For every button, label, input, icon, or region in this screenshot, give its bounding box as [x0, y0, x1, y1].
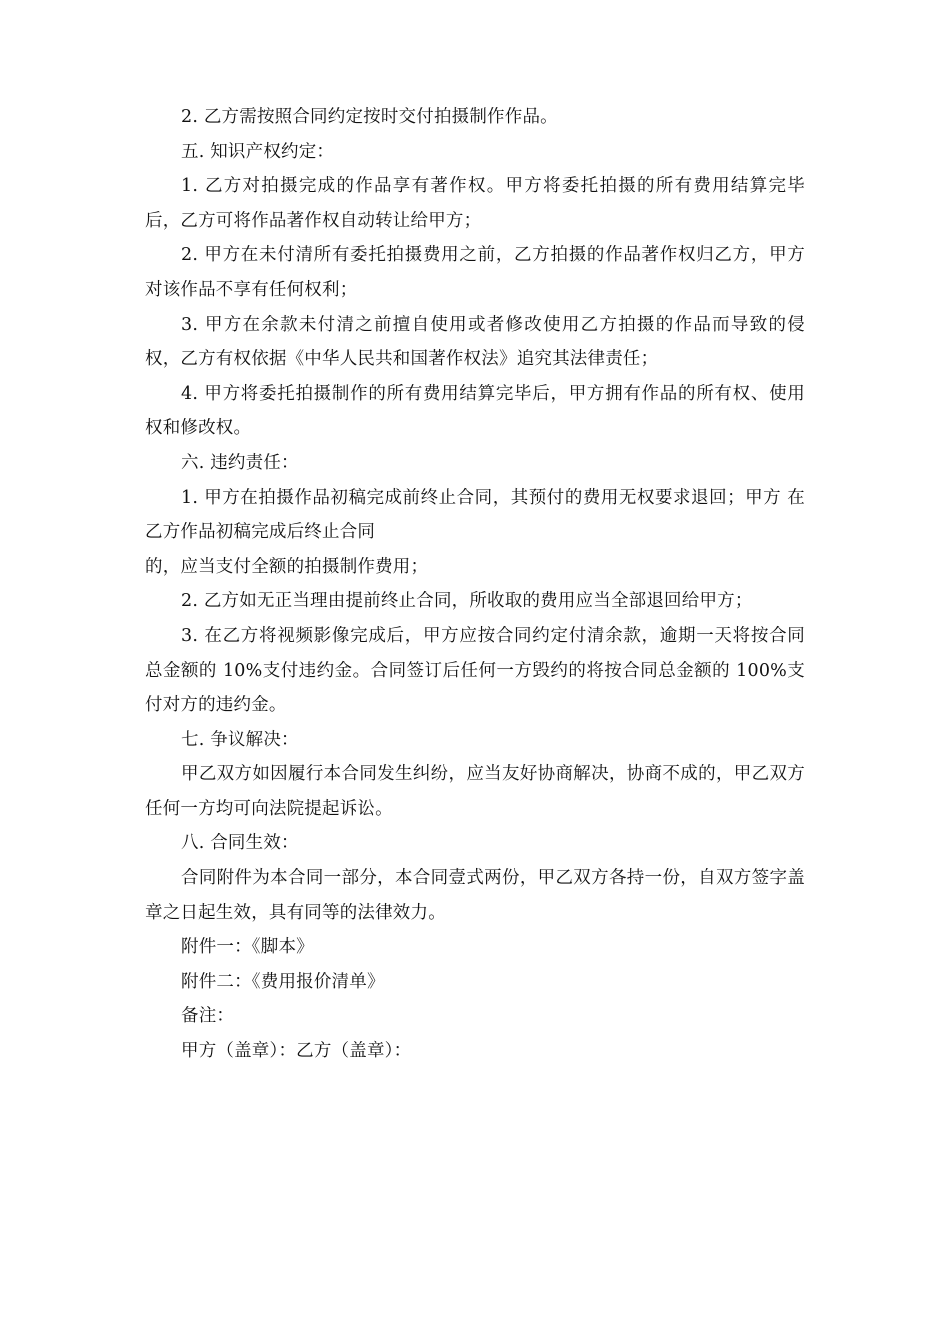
section-8-heading: 八. 合同生效： — [181, 833, 299, 854]
clause-5-2: 2. 甲方在未付清所有委托拍摄费用之前，乙方拍摄的作品著作权归乙方，甲方对该作品不享有任何权利； — [145, 245, 805, 300]
signature-line: 甲方（盖章）：乙方（盖章）： — [181, 1041, 412, 1062]
document-body — [145, 100, 805, 1069]
attachment-2: 附件二：《费用报价清单》 — [181, 971, 385, 992]
clause-5-4: 4. 甲方将委托拍摄制作的所有费用结算完毕后，甲方拥有作品的所有权、使用权和修改权。 — [145, 383, 805, 439]
remarks-label: 备注： — [181, 1006, 235, 1027]
clause-6-3: 3. 在乙方将视频影像完成后，甲方应按合同约定付清余款，逾期一天将按合同总金额的 10%支付违约金。合同签订后任何一方毁约的将按合同总金额的 100%支付对方的违约金。 — [145, 625, 805, 716]
clause-6-1-continued: 的，应当支付全额的拍摄制作费用； — [145, 556, 429, 577]
clause-5-3: 3. 甲方在余款未付清之前擅自使用或者修改使用乙方拍摄的作品而导致的侵权，乙方有权依据《中华人民共和国著作权法》追究其法律责任； — [145, 314, 805, 370]
clause-6-1: 1. 甲方在拍摄作品初稿完成前终止合同，其预付的费用无权要求退回；甲方 在乙方作品初稿完成后终止合同 — [145, 487, 805, 543]
clause-6-2: 2. 乙方如无正当理由提前终止合同，所收取的费用应当全部退回给甲方； — [181, 591, 753, 612]
clause-7-body: 甲乙双方如因履行本合同发生纠纷，应当友好协商解决，协商不成的，甲乙双方任何一方均可向法院提起诉讼。 — [145, 764, 805, 819]
clause-4-2: 2. 乙方需按照合同约定按时交付拍摄制作作品。 — [181, 107, 558, 127]
section-6-heading: 六. 违约责任： — [181, 452, 299, 473]
clause-8-body: 合同附件为本合同一部分，本合同壹式两份，甲乙双方各持一份，自双方签字盖章之日起生效，具有同等的法律效力。 — [145, 868, 805, 923]
section-5-heading: 五. 知识产权约定： — [181, 141, 335, 162]
attachment-1: 附件一：《脚本》 — [181, 937, 314, 958]
clause-5-1: 1. 乙方对拍摄完成的作品享有著作权。甲方将委托拍摄的所有费用结算完毕后，乙方可将作品著作权自动转让给甲方； — [145, 176, 805, 231]
section-7-heading: 七. 争议解决： — [181, 729, 299, 750]
